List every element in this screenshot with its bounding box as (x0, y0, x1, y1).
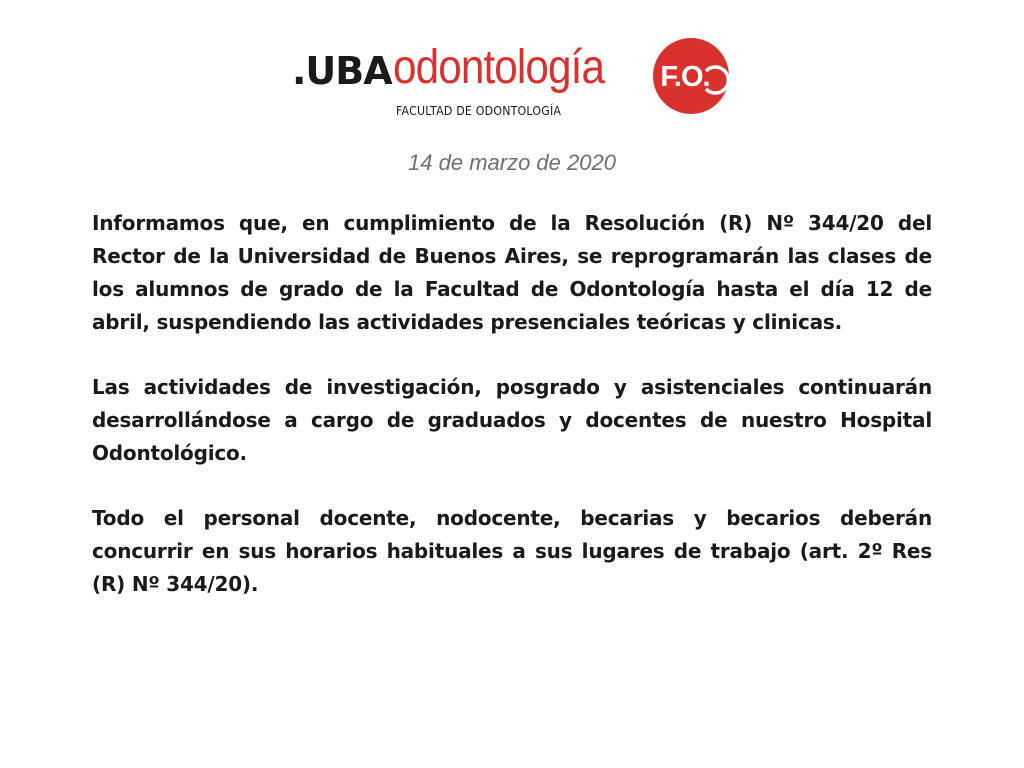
fo-seal-icon (652, 37, 730, 115)
logo-odontologia-text: odontología (393, 41, 605, 94)
seal-text: F.O. (660, 61, 710, 93)
header (0, 0, 1024, 130)
paragraph-staff: Todo el personal docente, nodocente, becarias y becarios deberán concurrir en sus horarios habituales a sus lugares de trabajo (art. 2º Res (R) Nº 344/20). (92, 506, 932, 596)
paragraph-activities: Las actividades de investigación, posgrado y asistenciales continuarán desarrollándose a cargo de graduados y docentes de nuestro Hospital Odontológico. (92, 375, 932, 465)
logo-subtitle: FACULTAD DE ODONTOLOGÍA (396, 104, 562, 118)
paragraph-resolution: Informamos que, en cumplimiento de la Resolución (R) Nº 344/20 del Rector de la Universidad de Buenos Aires, se reprogramarán las clases de los alumnos de grado de la Facultad de Odontología hasta el día 12 de abril, suspendiendo las actividades presenciales teóricas y clinicas. (92, 211, 932, 334)
announcement-body (92, 207, 932, 633)
logo-uba-text: .UBA (292, 49, 392, 93)
document-date: 14 de marzo de 2020 (408, 150, 616, 175)
